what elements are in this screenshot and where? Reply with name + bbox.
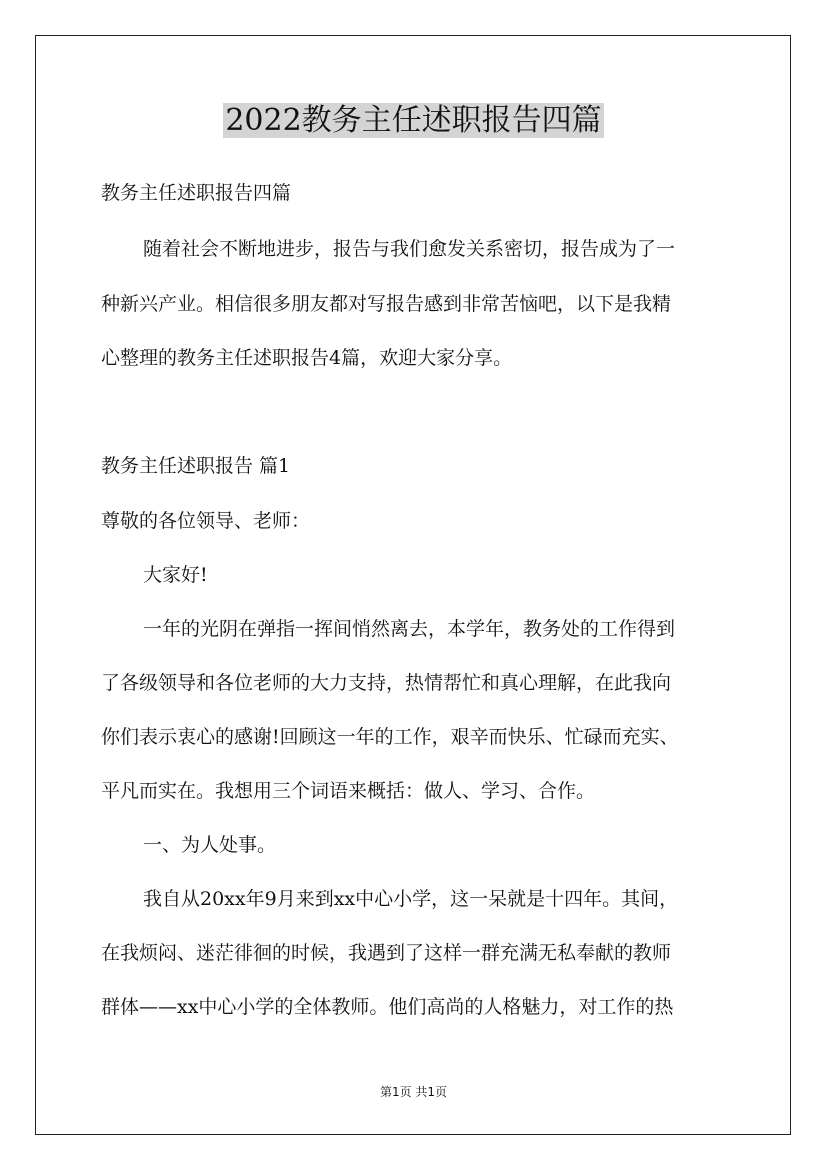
intro-line: 随着社会不断地进步，报告与我们愈发关系密切，报告成为了一 [143, 238, 676, 260]
body-line: 平凡而实在。我想用三个词语来概括：做人、学习、合作。 [101, 780, 596, 802]
intro-line: 心整理的教务主任述职报告4篇，欢迎大家分享。 [101, 347, 513, 369]
body-line: 了各级领导和各位老师的大力支持，热情帮忙和真心理解，在此我向 [101, 672, 672, 694]
section-heading: 教务主任述职报告 篇1 [101, 455, 291, 477]
greeting: 大家好! [143, 564, 208, 586]
document-title: 2022教务主任述职报告四篇 [225, 103, 602, 138]
intro-line: 种新兴产业。相信很多朋友都对写报告感到非常苦恼吧，以下是我精 [101, 293, 672, 315]
document-subtitle: 教务主任述职报告四篇 [101, 182, 292, 204]
page-footer: 第1页 共1页 [379, 1085, 448, 1099]
body-line: 群体——xx中心小学的全体教师。他们高尚的人格魅力，对工作的热 [101, 996, 674, 1018]
body-line: 一年的光阴在弹指一挥间悄然离去，本学年，教务处的工作得到 [143, 618, 676, 640]
body-line: 一、为人处事。 [143, 834, 277, 856]
body-line: 我自从20xx年9月来到xx中心小学，这一呆就是十四年。其间， [143, 888, 679, 910]
body-line: 你们表示衷心的感谢!回顾这一年的工作，艰辛而快乐、忙碌而充实、 [101, 726, 679, 748]
salutation: 尊敬的各位领导、老师： [101, 510, 311, 532]
body-line: 在我烦闷、迷茫徘徊的时候，我遇到了这样一群充满无私奉献的教师 [101, 942, 672, 964]
